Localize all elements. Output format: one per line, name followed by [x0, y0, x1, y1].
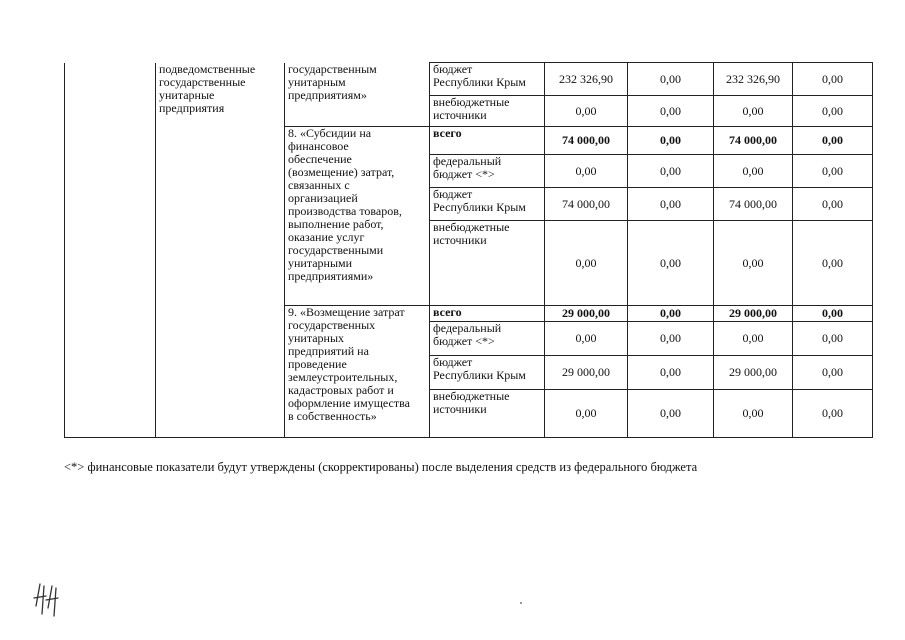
- value-cell: 29 000,00: [545, 356, 628, 390]
- value-cell: 0,00: [714, 155, 793, 188]
- footnote: <*> финансовые показатели будут утверждены (скорректированы) после выделения средств из федерального бюджета: [64, 460, 698, 474]
- value-cell: 0,00: [545, 390, 628, 438]
- value-cell: 0,00: [628, 155, 714, 188]
- value-cell: 0,00: [793, 221, 873, 306]
- value-cell: 0,00: [793, 96, 873, 127]
- value-cell: 0,00: [628, 96, 714, 127]
- funding-source-cell: бюджет Республики Крым: [430, 188, 545, 221]
- value-cell: 0,00: [628, 127, 714, 155]
- value-cell: 0,00: [793, 306, 873, 322]
- funding-source-cell: всего: [430, 306, 545, 322]
- value-cell: 0,00: [793, 63, 873, 96]
- funding-source-cell: бюджет Республики Крым: [430, 356, 545, 390]
- program-name-cell: 9. «Возмещение затрат государственных унитарных предприятий на проведение землеустроительных, кадастровых работ и оформление имущества в собственность»: [285, 306, 430, 438]
- table-row: [65, 63, 873, 96]
- funding-source-cell: всего: [430, 127, 545, 155]
- value-cell: 74 000,00: [714, 127, 793, 155]
- value-cell: 0,00: [714, 322, 793, 356]
- value-cell: 232 326,90: [714, 63, 793, 96]
- value-cell: 74 000,00: [714, 188, 793, 221]
- value-cell: 0,00: [628, 390, 714, 438]
- value-cell: 0,00: [628, 356, 714, 390]
- funding-source-cell: внебюджетные источники: [430, 390, 545, 438]
- value-cell: 74 000,00: [545, 127, 628, 155]
- value-cell: 29 000,00: [714, 306, 793, 322]
- value-cell: 74 000,00: [545, 188, 628, 221]
- value-cell: 0,00: [714, 390, 793, 438]
- value-cell: 29 000,00: [714, 356, 793, 390]
- value-cell: 0,00: [793, 322, 873, 356]
- funding-source-cell: федеральный бюджет <*>: [430, 322, 545, 356]
- funding-source-cell: внебюджетные источники: [430, 96, 545, 127]
- value-cell: 0,00: [628, 63, 714, 96]
- value-cell: 0,00: [628, 322, 714, 356]
- budget-table: [64, 62, 873, 438]
- scan-speck: [520, 602, 522, 604]
- value-cell: 0,00: [628, 306, 714, 322]
- value-cell: 0,00: [545, 155, 628, 188]
- value-cell: 0,00: [628, 188, 714, 221]
- value-cell: 0,00: [793, 127, 873, 155]
- program-name-cell: государственным унитарным предприятиям»: [285, 63, 430, 127]
- value-cell: 232 326,90: [545, 63, 628, 96]
- value-cell: 0,00: [545, 96, 628, 127]
- funding-source-cell: бюджет Республики Крым: [430, 63, 545, 96]
- value-cell: 0,00: [793, 188, 873, 221]
- value-cell: 0,00: [793, 390, 873, 438]
- funding-source-cell: федеральный бюджет <*>: [430, 155, 545, 188]
- value-cell: 0,00: [545, 322, 628, 356]
- value-cell: 0,00: [628, 221, 714, 306]
- empty-column-cell: [65, 63, 156, 438]
- value-cell: 0,00: [793, 356, 873, 390]
- value-cell: 0,00: [793, 155, 873, 188]
- value-cell: 29 000,00: [545, 306, 628, 322]
- value-cell: 0,00: [714, 221, 793, 306]
- value-cell: 0,00: [545, 221, 628, 306]
- executor-cell: подведомственные государственные унитарные предприятия: [156, 63, 285, 438]
- program-name-cell: 8. «Субсидии на финансовое обеспечение (возмещение) затрат, связанных с организацией производства товаров, выполнение работ, оказание услуг государственными унитарными предприятиями»: [285, 127, 430, 306]
- handwritten-page-number: [30, 580, 70, 620]
- funding-source-cell: внебюджетные источники: [430, 221, 545, 306]
- value-cell: 0,00: [714, 96, 793, 127]
